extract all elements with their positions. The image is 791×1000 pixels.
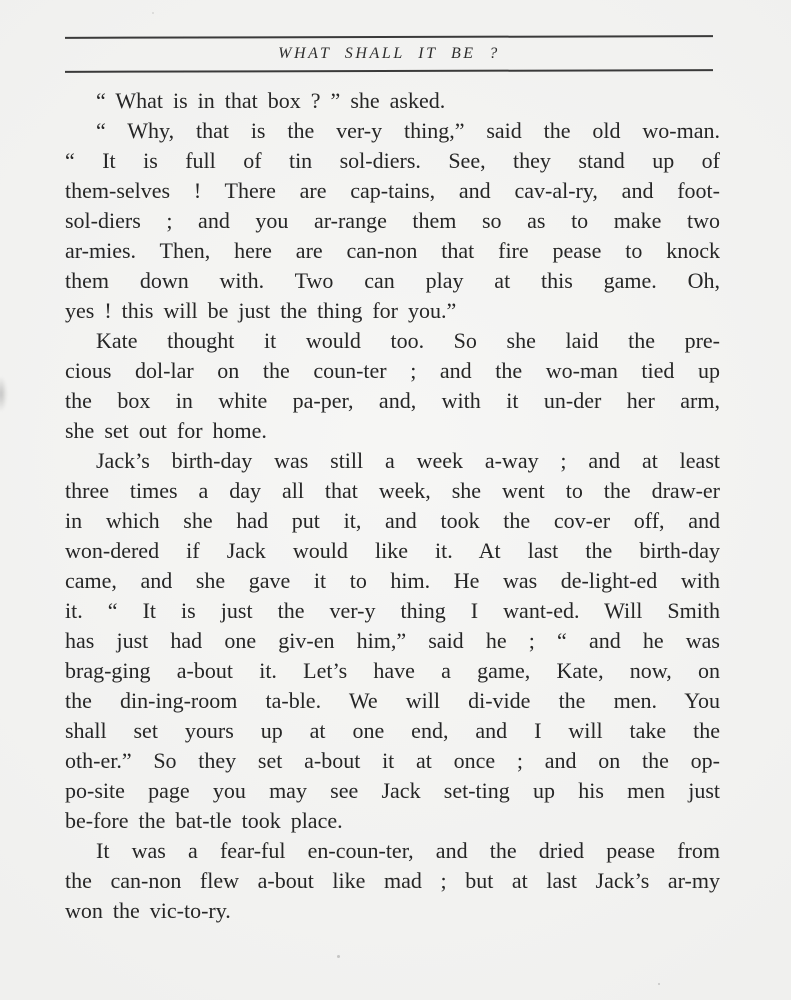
text-line: ar-mies. Then, here are can-non that fire pease to knock [65, 238, 720, 263]
text-line: It was a fear-ful en-coun-ter, and the dried pease from [96, 838, 720, 863]
text-line: it. “ It is just the ver-y thing I want-ed. Will Smith [65, 598, 720, 623]
text-line: three times a day all that week, she went to the draw-er [65, 478, 720, 503]
text-line: the din-ing-room ta-ble. We will di-vide the men. You [65, 688, 720, 713]
text-line: brag-ging a-bout it. Let’s have a game, Kate, now, on [65, 658, 720, 683]
text-line: came, and she gave it to him. He was de-light-ed with [65, 568, 720, 593]
text-line: Jack’s birth-day was still a week a-way ; and at least [96, 448, 720, 473]
text-line: in which she had put it, and took the cov-er off, and [65, 508, 720, 533]
page-text [65, 86, 720, 926]
text-line: po-site page you may see Jack set-ting up his men just [65, 778, 720, 803]
text-line: she set out for home. [65, 418, 267, 443]
text-line: be-fore the bat-tle took place. [65, 808, 343, 833]
text-line: yes ! this will be just the thing for you.” [65, 298, 457, 323]
text-line: “ It is full of tin sol-diers. See, they stand up of [65, 148, 720, 173]
running-head-title: WHAT SHALL IT BE ? [278, 45, 500, 62]
text-line: “ What is in that box ? ” she asked. [96, 88, 446, 113]
text-line: “ Why, that is the ver-y thing,” said the old wo-man. [96, 118, 720, 143]
text-line: them down with. Two can play at this game. Oh, [65, 268, 720, 293]
header-rule-top [65, 35, 713, 39]
text-line: won-dered if Jack would like it. At last the birth-day [65, 538, 720, 563]
text-line: the box in white pa-per, and, with it un-der her arm, [65, 388, 720, 413]
text-line: the can-non flew a-bout like mad ; but at last Jack’s ar-my [65, 868, 720, 893]
text-line: sol-diers ; and you ar-range them so as to make two [65, 208, 720, 233]
text-line: them-selves ! There are cap-tains, and cav-al-ry, and foot- [65, 178, 720, 203]
scan-speck [337, 955, 340, 958]
text-line: oth-er.” So they set a-bout it at once ; and on the op- [65, 748, 720, 773]
scan-speck [658, 983, 660, 985]
scan-speck [152, 12, 154, 14]
header-rule-bottom [65, 69, 713, 73]
scan-speck [700, 254, 702, 256]
text-line: cious dol-lar on the coun-ter ; and the wo-man tied up [65, 358, 720, 383]
text-line: shall set yours up at one end, and I will take the [65, 718, 720, 743]
text-line: won the vic-to-ry. [65, 898, 231, 923]
text-line: Kate thought it would too. So she laid the pre- [96, 328, 720, 353]
scan-smudge [0, 376, 7, 412]
text-line: has just had one giv-en him,” said he ; “ and he was [65, 628, 720, 653]
